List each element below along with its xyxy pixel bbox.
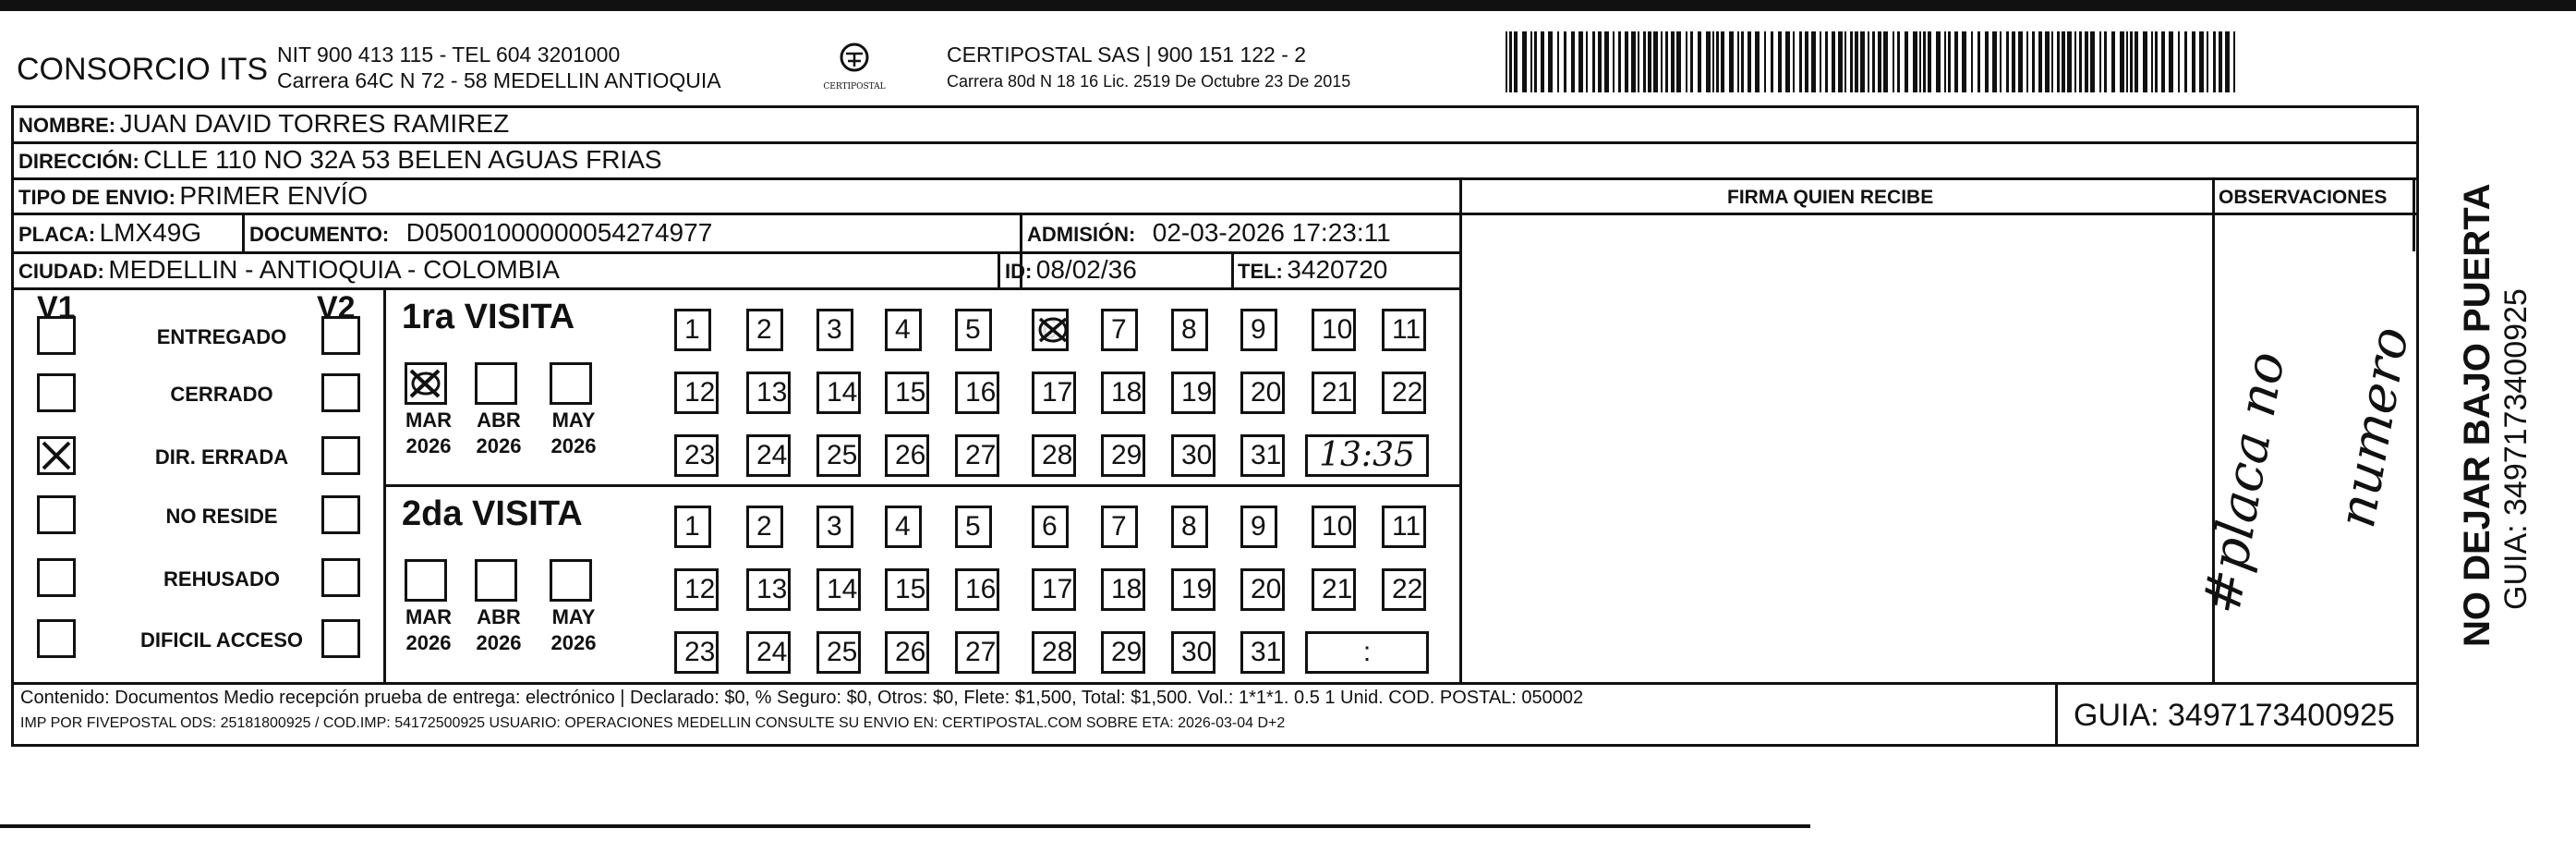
day-box[interactable]: 4	[885, 309, 922, 351]
x-mark-icon	[407, 365, 444, 402]
day-box[interactable]: 14	[816, 372, 861, 414]
tipo-label: TIPO DE ENVIO:	[18, 186, 175, 209]
tipo-value: PRIMER ENVÍO	[179, 181, 369, 210]
nombre-row	[18, 109, 509, 139]
v2-checkbox[interactable]	[321, 619, 360, 658]
observaciones-handwritten-2: numero	[2326, 323, 2422, 532]
col-line	[383, 484, 1459, 487]
col-line	[1231, 251, 1234, 287]
status-label: REHUSADO	[163, 567, 280, 591]
barcode-bar	[1855, 31, 1858, 92]
barcode-bar	[2143, 31, 2147, 92]
month-checkbox[interactable]	[475, 362, 517, 405]
barcode-bar	[1729, 31, 1734, 92]
documento-label: DOCUMENTO:	[249, 223, 390, 246]
day-box[interactable]: 7	[1101, 309, 1138, 351]
barcode-bar	[1971, 31, 1973, 92]
v2-checkbox[interactable]	[321, 373, 360, 412]
day-box[interactable]: 16	[955, 568, 999, 611]
barcode-bar	[1944, 31, 1946, 92]
barcode-bar	[2032, 31, 2035, 92]
barcode-bar	[1948, 31, 1951, 92]
barcode-bar	[1509, 31, 1512, 92]
col-line	[2212, 213, 2419, 215]
status-label: DIR. ERRADA	[154, 445, 289, 469]
barcode-bar	[1530, 31, 1532, 92]
barcode-bar	[1771, 31, 1773, 92]
day-box[interactable]: 29	[1101, 631, 1145, 674]
month-label: ABR	[477, 605, 521, 628]
day-box[interactable]: 2	[746, 506, 783, 548]
barcode-bar	[1721, 31, 1724, 92]
barcode-bar	[1541, 31, 1544, 92]
barcode-bar	[1698, 31, 1701, 92]
day-box[interactable]: 28	[1032, 434, 1076, 477]
company-name: CONSORCIO ITS	[17, 52, 269, 87]
day-box[interactable]: 13	[746, 372, 791, 414]
day-box[interactable]: 24	[746, 434, 791, 477]
barcode-bar	[2184, 31, 2187, 92]
footer-contenido: Contenido: Documentos Medio recepción prueba de entrega: electrónico | Declarado: $0, % Seguro: $0, Otros: $0, Flete: $1,500, Total: $1,500. Vol.: 1*1*1. 0.5 1 Unid. COD. POSTAL: 050002	[20, 688, 1584, 708]
day-box[interactable]: 27	[955, 434, 999, 477]
day-box[interactable]: 6	[1032, 506, 1069, 548]
day-box[interactable]: 7	[1101, 506, 1138, 548]
month-checkbox[interactable]	[405, 362, 447, 405]
day-box[interactable]: 30	[1171, 434, 1215, 477]
footer-imp: IMP POR FIVEPOSTAL ODS: 25181800925 / COD.IMP: 54172500925 USUARIO: OPERACIONES MEDELLIN CONSULTE SU ENVIO EN: CERTIPOSTAL.COM SOBRE ETA: 2026-03-04 D+2	[20, 715, 1286, 731]
barcode-bar	[1905, 31, 1908, 92]
logo-text: CERTIPOSTAL	[823, 82, 886, 91]
barcode-bar	[2219, 31, 2222, 92]
barcode-bar	[1506, 31, 1507, 92]
v1-checkbox[interactable]	[37, 436, 76, 475]
day-box[interactable]: 17	[1032, 568, 1076, 611]
month-label: MAR	[405, 408, 453, 432]
month-year: 2026	[550, 631, 597, 654]
certipostal-logo	[813, 41, 896, 96]
barcode-bar	[1844, 31, 1846, 92]
day-box[interactable]: 31	[1240, 631, 1285, 674]
barcode-bar	[1878, 31, 1881, 92]
day-box[interactable]: 5	[955, 506, 992, 548]
day-box[interactable]: 18	[1101, 568, 1145, 611]
ciudad-label: CIUDAD:	[18, 260, 104, 283]
barcode-bar	[1838, 31, 1843, 92]
day-box[interactable]: 25	[816, 434, 861, 477]
day-box[interactable]: 10	[1312, 309, 1356, 351]
company-address: Carrera 64C N 72 - 58 MEDELLIN ANTIOQUIA	[277, 68, 721, 92]
barcode-bar	[2099, 31, 2101, 92]
barcode-bar	[1923, 31, 1926, 92]
ciudad-value: MEDELLIN - ANTIOQUIA - COLOMBIA	[108, 255, 560, 284]
barcode-bar	[1638, 31, 1639, 92]
day-box[interactable]: 22	[1382, 568, 1426, 611]
col-line	[1459, 177, 1462, 682]
barcode-bar	[1985, 31, 1989, 92]
day-box[interactable]: 26	[885, 434, 929, 477]
month-label: ABR	[477, 408, 521, 432]
admision-cell	[1027, 218, 1391, 248]
barcode-bar	[1954, 31, 1958, 92]
barcode-bar	[1785, 31, 1790, 92]
barcode-bar	[1618, 31, 1621, 92]
barcode-bar	[1868, 31, 1869, 92]
v1-checkbox[interactable]	[37, 373, 76, 412]
day-box[interactable]: 1	[674, 309, 711, 351]
day-box[interactable]: 23	[674, 434, 719, 477]
barcode-bar	[1764, 31, 1766, 92]
barcode-bar	[1676, 31, 1681, 92]
v2-checkbox[interactable]	[321, 316, 360, 355]
day-box[interactable]: 24	[746, 631, 791, 674]
v2-checkbox[interactable]	[321, 495, 360, 534]
barcode-bar	[1571, 31, 1575, 92]
tipo-row	[18, 181, 368, 211]
id-value: 08/02/36	[1035, 255, 1137, 284]
v1-label: V1	[37, 290, 76, 325]
barcode-bar	[1592, 31, 1595, 92]
id-label: ID:	[1005, 260, 1033, 283]
barcode-bar	[1690, 31, 1693, 92]
day-box[interactable]: 13	[746, 568, 791, 611]
barcode-bar	[1897, 31, 1900, 92]
day-box[interactable]: 29	[1101, 434, 1145, 477]
month-label: MAY	[551, 408, 596, 432]
direccion-value: CLLE 110 NO 32A 53 BELEN AGUAS FRIAS	[143, 145, 662, 174]
barcode-bar	[1625, 31, 1628, 92]
barcode-bar	[2199, 31, 2204, 92]
month-checkbox[interactable]	[550, 559, 592, 602]
day-box[interactable]: 31	[1240, 434, 1285, 477]
day-box[interactable]: 20	[1240, 568, 1285, 611]
barcode-bar	[2155, 31, 2158, 92]
barcode-bar	[1613, 31, 1615, 92]
side-guia: GUIA: 3497173400925	[2498, 288, 2534, 610]
direccion-row	[18, 145, 662, 175]
day-number: 6	[1042, 314, 1058, 345]
day-box[interactable]: 27	[955, 631, 999, 674]
v1-checkbox[interactable]	[37, 558, 76, 597]
barcode-bar	[1820, 31, 1821, 92]
row-line	[11, 141, 2419, 144]
day-box[interactable]: 18	[1101, 372, 1145, 414]
barcode-bar	[2000, 31, 2002, 92]
observaciones-handwritten-1: #placa no	[2192, 347, 2297, 619]
day-box[interactable]: 15	[885, 568, 929, 611]
barcode-bar	[1883, 31, 1888, 92]
day-box[interactable]: 20	[1240, 372, 1285, 414]
status-label: NO RESIDE	[165, 505, 278, 528]
visit-time[interactable]: :	[1305, 631, 1429, 674]
barcode-bar	[1586, 31, 1588, 92]
barcode-bar	[2178, 31, 2180, 92]
barcode-bar	[1850, 31, 1853, 92]
day-box[interactable]: 25	[816, 631, 861, 674]
barcode-bar	[2074, 31, 2076, 92]
ciudad-cell	[18, 255, 560, 285]
barcode-bar	[1686, 31, 1687, 92]
day-box[interactable]: 22	[1382, 372, 1426, 414]
month-checkbox[interactable]	[475, 559, 517, 602]
day-box[interactable]: 12	[674, 372, 719, 414]
barcode-bar	[1564, 31, 1566, 92]
day-box[interactable]: 14	[816, 568, 861, 611]
documento-cell	[249, 218, 712, 248]
day-box[interactable]: 28	[1032, 631, 1076, 674]
barcode-bar	[1514, 31, 1518, 92]
barcode-bar	[2207, 31, 2208, 92]
admision-value: 02-03-2026 17:23:11	[1152, 218, 1391, 247]
barcode-bar	[1805, 31, 1808, 92]
barcode-bar	[2120, 31, 2124, 92]
barcode-bar	[2192, 31, 2195, 92]
day-box[interactable]: 8	[1171, 309, 1208, 351]
day-box[interactable]: 2	[746, 309, 783, 351]
day-box[interactable]: 3	[816, 506, 853, 548]
v2-checkbox[interactable]	[321, 436, 360, 475]
day-box[interactable]: 17	[1032, 372, 1076, 414]
barcode-bar	[1860, 31, 1865, 92]
barcode-bar	[2018, 31, 2023, 92]
side-no-dejar: NO DEJAR BAJO PUERTA	[2457, 183, 2497, 647]
month-year: 2026	[405, 434, 452, 457]
direccion-label: DIRECCIÓN:	[18, 150, 139, 173]
day-box[interactable]: 10	[1312, 506, 1356, 548]
barcode-bar	[2151, 31, 2153, 92]
logo-emblem-icon	[813, 41, 896, 78]
barcode-bar	[1548, 31, 1553, 92]
day-box[interactable]: 19	[1171, 568, 1215, 611]
col-line	[998, 251, 1000, 287]
v1-checkbox[interactable]	[37, 495, 76, 534]
tel-cell	[1238, 255, 1387, 285]
barcode-bar	[2126, 31, 2128, 92]
day-box[interactable]	[1032, 309, 1069, 351]
barcode-bar	[1706, 31, 1711, 92]
barcode-bar	[2026, 31, 2028, 92]
barcode-bar	[1665, 31, 1668, 92]
barcode-bar	[1643, 31, 1646, 92]
barcode-bar	[2130, 31, 2133, 92]
barcode-bar	[1832, 31, 1835, 92]
barcode-bar	[1913, 31, 1917, 92]
status-label: ENTREGADO	[156, 325, 287, 348]
barcode-bar	[1799, 31, 1802, 92]
barcode-bar	[1793, 31, 1795, 92]
month-checkbox[interactable]	[550, 362, 592, 405]
day-box[interactable]: 26	[885, 631, 929, 674]
id-cell	[1005, 255, 1137, 285]
barcode-bar	[1648, 31, 1651, 92]
row-line	[11, 251, 1459, 254]
barcode-bar	[1631, 31, 1636, 92]
x-mark-icon	[40, 439, 73, 472]
row-line	[11, 213, 2419, 215]
day-box[interactable]: 9	[1240, 506, 1277, 548]
barcode-bar	[1919, 31, 1921, 92]
barcode-bar	[2006, 31, 2009, 92]
barcode-bar	[1741, 31, 1744, 92]
barcode-bar	[1977, 31, 1980, 92]
day-box[interactable]: 30	[1171, 631, 1215, 674]
day-box[interactable]: 21	[1312, 568, 1356, 611]
barcode-icon	[1506, 31, 2244, 96]
footer-guia: GUIA: 3497173400925	[2074, 698, 2395, 733]
barcode-bar	[2085, 31, 2088, 92]
row-line	[11, 287, 1459, 290]
barcode-bar	[1778, 31, 1782, 92]
barcode-bar	[2233, 31, 2235, 92]
barcode-bar	[1962, 31, 1966, 92]
day-box[interactable]: 19	[1171, 372, 1215, 414]
firma-label: FIRMA QUIEN RECIBE	[1727, 187, 1934, 208]
day-box[interactable]: 8	[1171, 506, 1208, 548]
barcode-bar	[1598, 31, 1602, 92]
month-year: 2026	[476, 434, 522, 457]
barcode-bar	[2225, 31, 2230, 92]
barcode-bar	[1928, 31, 1931, 92]
barcode-bar	[1534, 31, 1537, 92]
barcode-bar	[2057, 31, 2060, 92]
barcode-bar	[1872, 31, 1875, 92]
barcode-bar	[1604, 31, 1609, 92]
barcode-bar	[1811, 31, 1816, 92]
barcode-bar	[2111, 31, 2115, 92]
status-label: CERRADO	[170, 383, 273, 406]
barcode-bar	[2135, 31, 2138, 92]
barcode-bar	[2169, 31, 2173, 92]
nombre-value: JUAN DAVID TORRES RAMIREZ	[119, 109, 510, 138]
barcode-bar	[2045, 31, 2050, 92]
barcode-bar	[1936, 31, 1941, 92]
row-line	[11, 177, 2419, 180]
day-box[interactable]: 23	[674, 631, 719, 674]
admision-label: ADMISIÓN:	[1027, 223, 1136, 246]
certipostal-line: CERTIPOSTAL SAS | 900 151 122 - 2	[947, 43, 1307, 67]
barcode-bar	[1893, 31, 1894, 92]
v1-checkbox[interactable]	[37, 316, 76, 355]
barcode-bar	[1716, 31, 1719, 92]
barcode-bar	[1992, 31, 1997, 92]
col-line	[2055, 682, 2058, 747]
day-box[interactable]: 5	[955, 309, 992, 351]
day-box[interactable]: 9	[1240, 309, 1277, 351]
placa-cell	[18, 218, 201, 248]
barcode-bar	[2213, 31, 2216, 92]
month-label: MAY	[551, 605, 596, 628]
barcode-bar	[1825, 31, 1828, 92]
day-box[interactable]: 11	[1382, 506, 1426, 548]
barcode-bar	[1653, 31, 1658, 92]
documento-value: D05001000000054274977	[405, 218, 713, 247]
day-box[interactable]: 1	[674, 506, 711, 548]
month-checkbox[interactable]	[405, 559, 447, 602]
nit-line: NIT 900 413 115 - TEL 604 3201000	[277, 43, 621, 67]
visit-time[interactable]: 13:35	[1305, 434, 1429, 477]
tel-label: TEL:	[1238, 260, 1283, 283]
tel-value: 3420720	[1287, 255, 1388, 284]
barcode-bar	[1712, 31, 1714, 92]
barcode-bar	[1557, 31, 1559, 92]
barcode-bar	[1755, 31, 1760, 92]
col-line	[242, 213, 245, 251]
barcode-bar	[2067, 31, 2072, 92]
certipostal-license: Carrera 80d N 18 16 Lic. 2519 De Octubre 23 De 2015	[947, 72, 1351, 91]
day-box[interactable]: 15	[885, 372, 929, 414]
month-year: 2026	[476, 631, 522, 654]
placa-value: LMX49G	[99, 218, 202, 247]
v2-label: V2	[317, 290, 356, 325]
barcode-bar	[1671, 31, 1675, 92]
barcode-bar	[2062, 31, 2065, 92]
v1-checkbox[interactable]	[37, 619, 76, 658]
barcode-bar	[2090, 31, 2095, 92]
day-box[interactable]: 21	[1312, 372, 1356, 414]
barcode-bar	[2012, 31, 2015, 92]
barcode-bar	[2038, 31, 2042, 92]
placa-label: PLACA:	[18, 223, 96, 246]
barcode-bar	[1578, 31, 1583, 92]
day-box[interactable]: 16	[955, 372, 999, 414]
v2-checkbox[interactable]	[321, 558, 360, 597]
barcode-bar	[2051, 31, 2053, 92]
nombre-label: NOMBRE:	[18, 114, 116, 137]
month-label: MAR	[405, 605, 453, 628]
bottom-edge-bar	[0, 824, 1810, 828]
month-year: 2026	[550, 434, 597, 457]
day-box[interactable]: 12	[674, 568, 719, 611]
visit-title: 1ra VISITA	[402, 298, 575, 336]
barcode-bar	[1661, 31, 1663, 92]
barcode-bar	[2104, 31, 2107, 92]
day-box[interactable]: 3	[816, 309, 853, 351]
barcode-bar	[1522, 31, 1527, 92]
observaciones-label: OBSERVACIONES	[2219, 187, 2388, 208]
status-label: DIFICIL ACCESO	[139, 628, 303, 652]
top-edge-bar	[0, 0, 2576, 11]
barcode-bar	[2161, 31, 2165, 92]
barcode-bar	[2079, 31, 2082, 92]
visit-title: 2da VISITA	[402, 494, 583, 533]
barcode-bar	[1737, 31, 1739, 92]
barcode-bar	[1748, 31, 1751, 92]
day-box[interactable]: 11	[1382, 309, 1426, 351]
month-year: 2026	[405, 631, 452, 654]
day-box[interactable]: 4	[885, 506, 922, 548]
